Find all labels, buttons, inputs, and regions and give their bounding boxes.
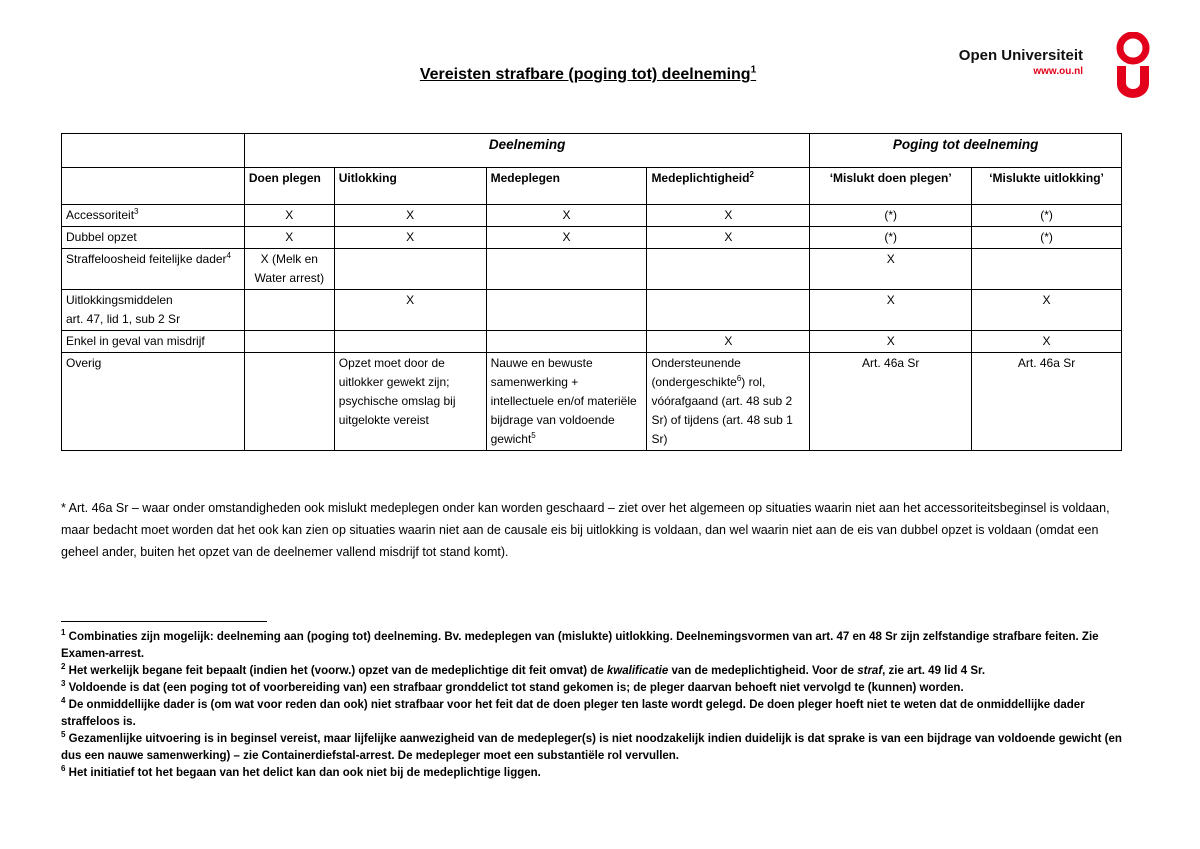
col-header-medeplichtigheid: Medeplichtigheid$^2$ [647,168,810,205]
col-header-doen-plegen: Doen plegen [244,168,334,205]
ou-logo-icon [1113,32,1153,98]
table-cell [244,290,334,331]
table-cell: Art. 46a Sr [972,353,1122,451]
open-universiteit-logo [958,30,1155,100]
table-cell [486,290,647,331]
footnote-4: $^4$ De onmiddellijke dader is (om wat voor reden dan ook) niet strafbaar voor het feit dat de doen pleger ten laste wordt gelegd. De doen pleger hoeft niet te weten dat de onmiddellijke dader straffeloos is. [61,696,1085,728]
table-cell: Opzet moet door de uitlokker gewekt zijn; psychische omslag bij uitgelokte vereist [334,353,486,451]
col-header-uitlokking: Uitlokking [334,168,486,205]
footnote-5: $^5$ Gezamenlijke uitvoering is in beginsel vereist, maar lijfelijke aanwezigheid van de medepleger(s) is niet noodzakelijk indien duidelijk is dat sprake is van een bijdrage van voldoende gewicht (en dus een nauwe samenwerking) – zie Containerdiefstal-arrest. De medepleger moet een substantiële rol vervullen. [61,730,1122,762]
group-header-poging: Poging tot deelneming [810,134,1122,168]
table-cell: X (Melk en Water arrest) [244,249,334,290]
table-row-uitlokkingsmiddelen [62,290,1122,331]
table-cell: Art. 46a Sr [810,353,972,451]
table-cell [486,331,647,353]
table-cell: X [972,290,1122,331]
table-row-accessoriteit [62,205,1122,227]
row-label: Enkel in geval van misdrijf [62,331,245,353]
table-cell [244,353,334,451]
table-cell: X [334,205,486,227]
logo-name: Open Universiteit [958,47,1083,64]
row-label: Uitlokkingsmiddelen art. 47, lid 1, sub 2 Sr [62,290,245,331]
footnotes [61,629,1131,782]
table-group-header-row [62,134,1122,168]
table-cell: (*) [810,205,972,227]
footnote-divider [61,621,267,622]
table-cell: X [810,290,972,331]
row-label: Overig [62,353,245,451]
table-cell: (*) [972,227,1122,249]
table-row-straffeloosheid [62,249,1122,290]
table-cell [972,249,1122,290]
col-header-mislukt-doen-plegen: ‘Mislukt doen plegen’ [810,168,972,205]
row-label: Straffeloosheid feitelijke dader$^4$ [62,249,245,290]
table-cell: X [810,249,972,290]
table-row-overig [62,353,1122,451]
table-cell: (*) [810,227,972,249]
row-label: Accessoriteit$^3$ [62,205,245,227]
col-header-mislukte-uitlokking: ‘Mislukte uitlokking’ [972,168,1122,205]
footnote-3: $^3$ Voldoende is dat (een poging tot of voorbereiding van) een strafbaar gronddelict tot stand gekomen is; de pleger daarvan behoeft niet vervolgd te (kunnen) worden. [61,679,964,694]
footnote-2: $^2$ Het werkelijk begane feit bepaalt (indien het (voorw.) opzet van de medeplichtige dit feit omvat) de kwalificatie van de medeplichtigheid. Voor de straf, zie art. 49 lid 4 Sr. [61,662,986,677]
table-cell: X [647,331,810,353]
table-cell: X [486,227,647,249]
col-header-medeplegen: Medeplegen [486,168,647,205]
footnote-1: $^1$ Combinaties zijn mogelijk: deelneming aan (poging tot) deelneming. Bv. medeplegen van (mislukte) uitlokking. Deelnemingsvormen van art. 47 en 48 Sr zijn zelfstandige strafbare feiten. Zie Examen-arrest. [61,628,1099,660]
table-row-enkel-misdrijf [62,331,1122,353]
table-cell: Nauwe en bewuste samenwerking + intellectuele en/of materiële bijdrage van voldoende gewicht$^5$ [486,353,647,451]
table-cell: X [486,205,647,227]
group-header-deelneming: Deelneming [244,134,809,168]
row-label: Dubbel opzet [62,227,245,249]
page-title: Vereisten strafbare (poging tot) deelneming$^1$ [419,64,757,83]
table-cell [486,249,647,290]
table-cell: X [244,227,334,249]
table-cell [334,249,486,290]
table-cell [647,249,810,290]
table-cell: X [647,205,810,227]
table-cell: X [810,331,972,353]
footnote-6: $^6$ Het initiatief tot het begaan van het delict kan dan ook niet bij de medeplichtige liggen. [61,764,541,779]
table-cell [647,290,810,331]
table-cell [334,331,486,353]
table-cell [244,331,334,353]
table-column-header-row [62,168,1122,205]
requirements-table [61,133,1122,451]
table-cell: X [647,227,810,249]
table-cell: X [972,331,1122,353]
table-cell: X [334,290,486,331]
empty-corner-cell [62,168,245,205]
table-row-dubbel-opzet [62,227,1122,249]
asterisk-note: * Art. 46a Sr – waar onder omstandigheden ook mislukt medeplegen onder kan worden geschaard – ziet over het algemeen op situaties waarin niet aan het accessoriteitsbeginsel is voldaan, maar bedacht moet worden dat het ook kan zien op situaties waarin niet aan de causale eis bij uitlokking is voldaan, dan wel waarin niet aan de eis van dubbel opzet is voldaan (omdat een geheel ander, buiten het opzet van de deelnemer vallend misdrijf tot stand komt). [61,501,1110,559]
logo-url: www.ou.nl [1033,66,1083,77]
empty-corner-cell [62,134,245,168]
table-cell: (*) [972,205,1122,227]
table-cell: X [244,205,334,227]
table-cell: Ondersteunende (ondergeschikte$^6$) rol, vóórafgaand (art. 48 sub 2 Sr) of tijdens (art. 48 sub 1 Sr) [647,353,810,451]
table-cell: X [334,227,486,249]
